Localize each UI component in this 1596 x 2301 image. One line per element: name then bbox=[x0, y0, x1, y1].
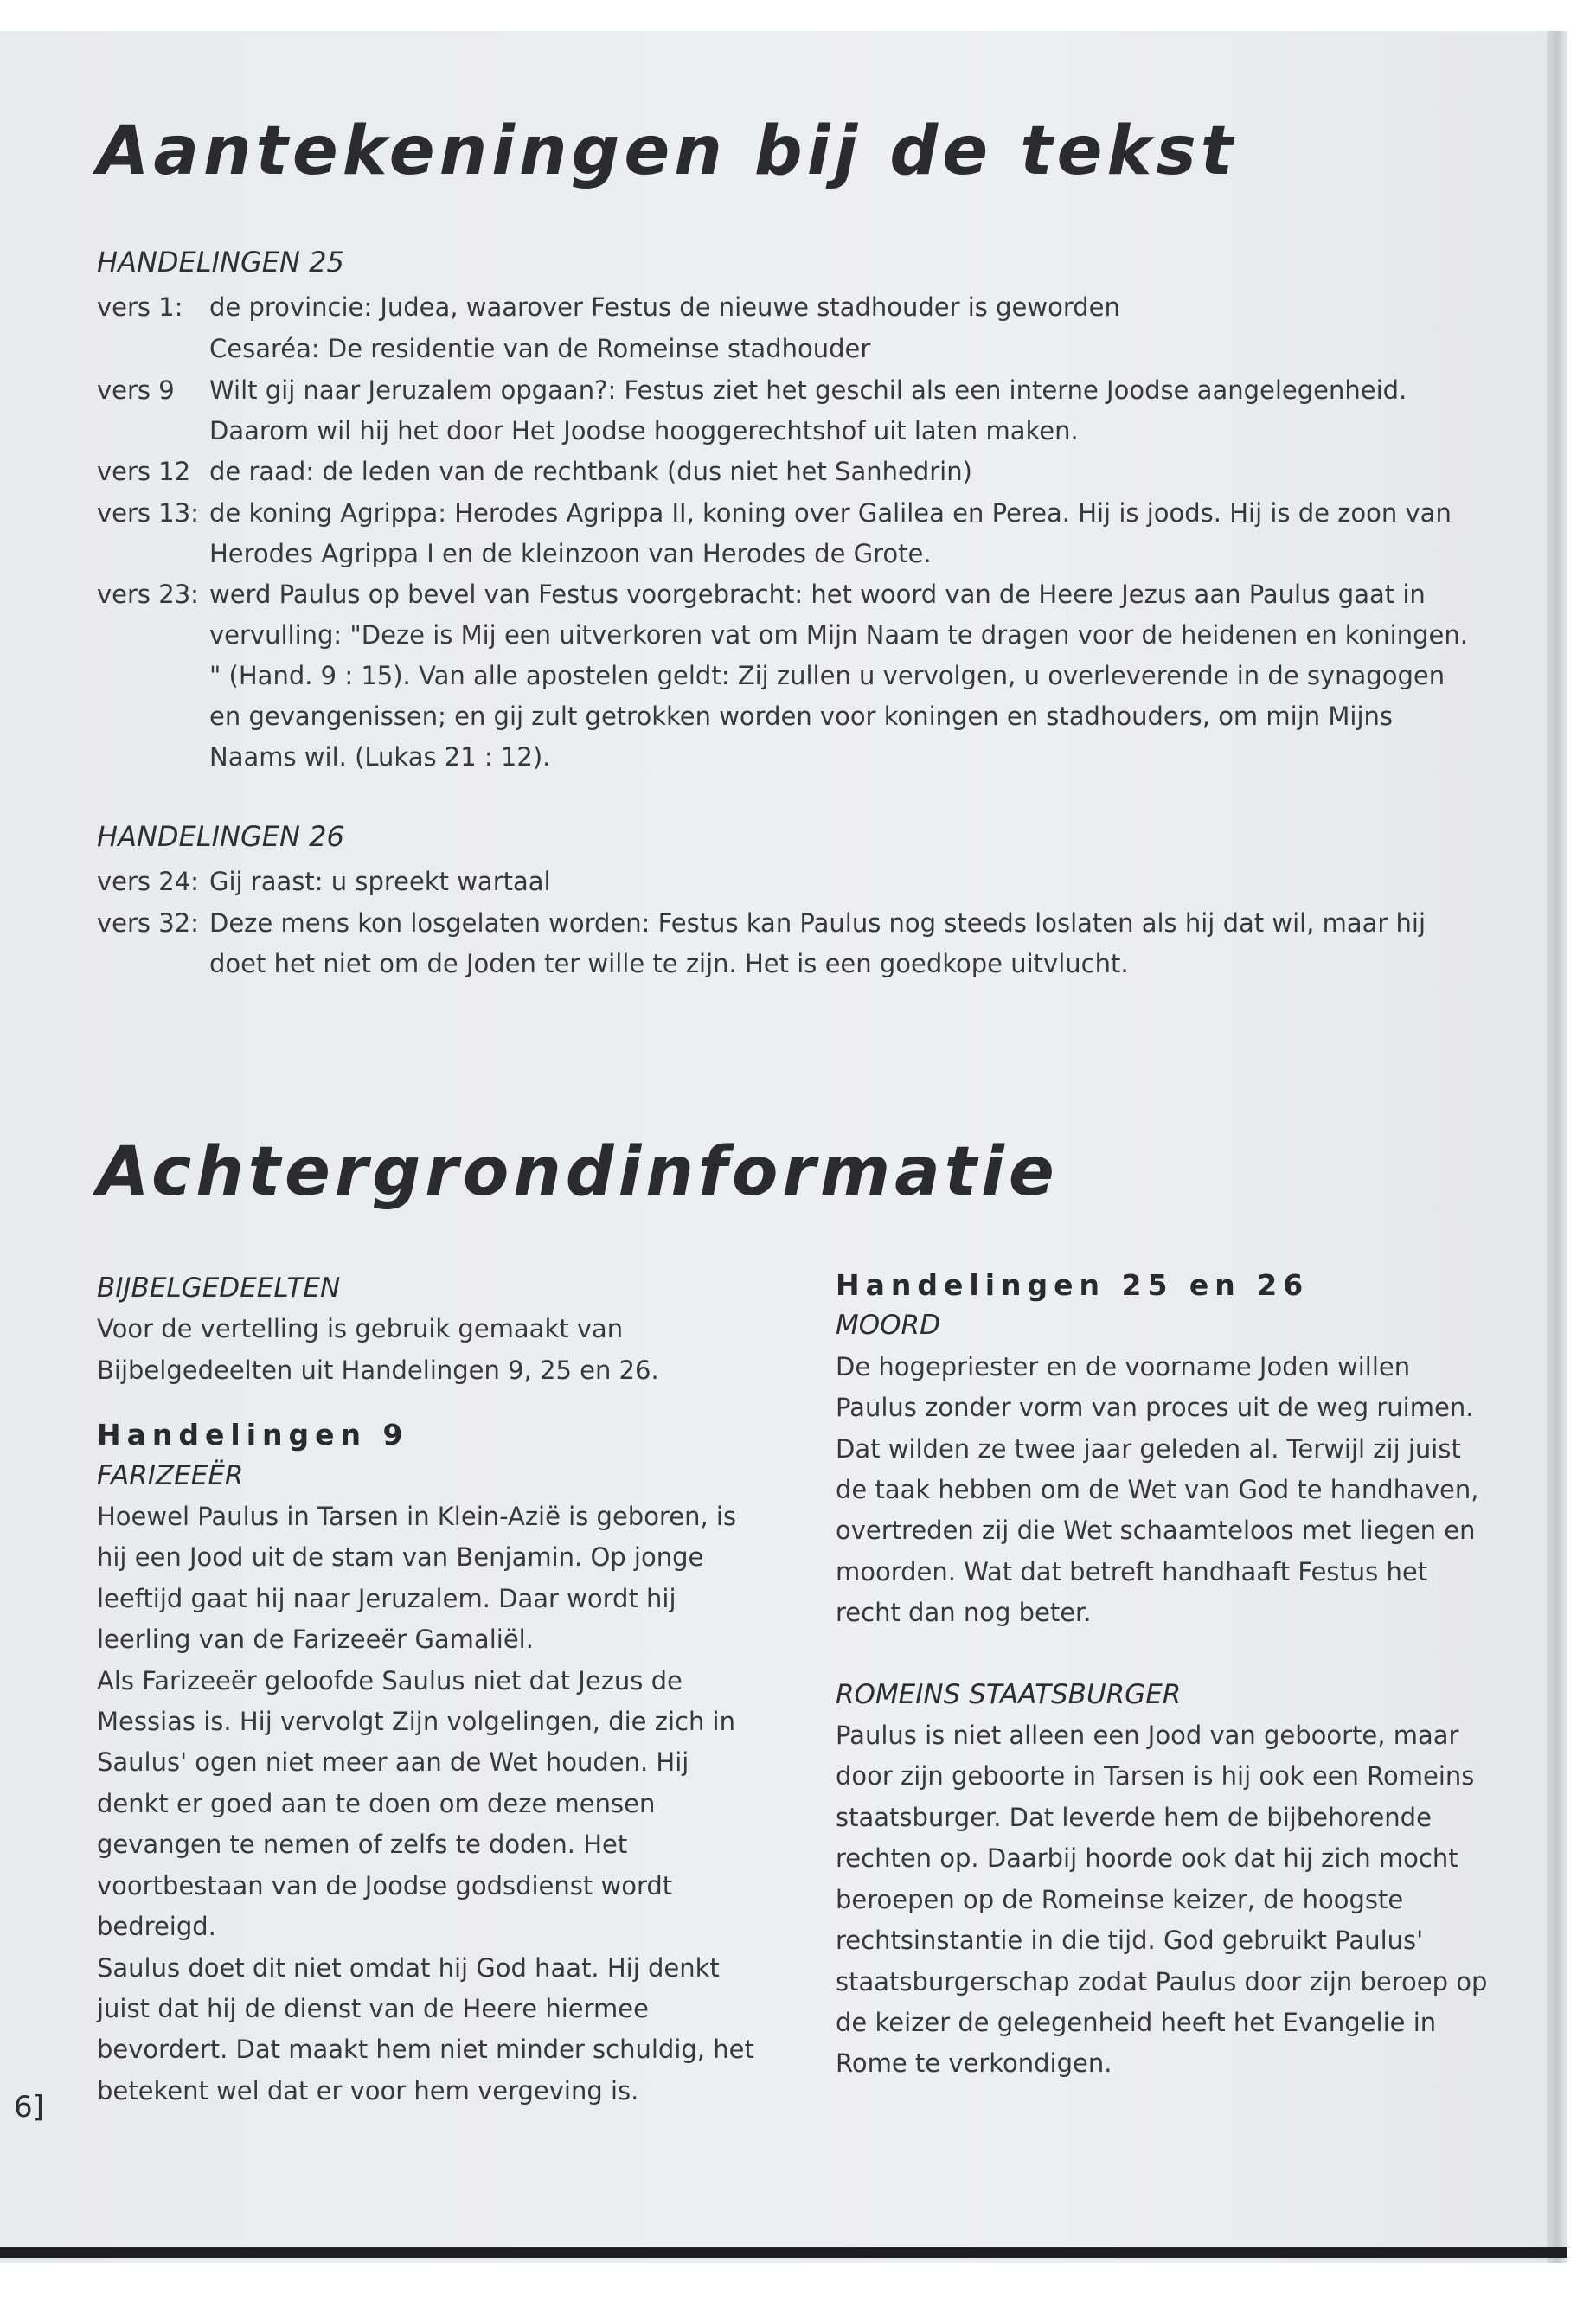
vers-label: vers 23: bbox=[97, 580, 199, 609]
vers-label: vers 1: bbox=[97, 292, 183, 322]
page-number: 6] bbox=[14, 2090, 44, 2125]
background-title: Achtergrondinformatie bbox=[97, 1133, 1059, 1211]
vers-label: vers 13: bbox=[97, 498, 199, 528]
paragraph: Hoewel Paulus in Tarsen in Klein-Azië is geboren, is hij een Jood uit de stam van Benjamin. Op jonge leeftijd gaat hij naar Jeruzalem. Daar wordt hij leerling van de Farizeeër Gamaliël. bbox=[97, 1502, 737, 1655]
note-text: de koning Agrippa: Herodes Agrippa II, koning over Galilea en Perea. Hij is joods. Hij is de zoon van Herodes Agrippa I en de kleinzoon van Herodes de Grote. bbox=[209, 498, 1452, 568]
note-entry bbox=[97, 287, 1481, 328]
caption: MOORD bbox=[836, 1310, 940, 1342]
page-edge bbox=[1547, 31, 1567, 2263]
note-text: werd Paulus op bevel van Festus voorgebracht: het woord van de Heere Jezus aan Paulus gaat in vervulling: "Deze is Mij een uitverkoren vat om Mijn Naam te dragen voor de heidenen en koningen. " (Hand. 9 : 15). Van alle apostelen geldt: Zij zullen u vervolgen, u overleverende in de synagogen en gevangenissen; en gij zult getrokken worden voor koningen en stadhouders, om mijn Mijns Naams wil. (Lukas 21 : 12). bbox=[209, 580, 1468, 772]
caption: BIJBELGEDEELTEN bbox=[97, 1272, 341, 1304]
page-bottom-edge bbox=[0, 2247, 1567, 2258]
caption: ROMEINS STAATSBURGER bbox=[836, 1678, 1182, 1710]
group-heading: HANDELINGEN 26 bbox=[97, 820, 344, 853]
right-column bbox=[836, 1265, 1493, 2085]
note-entry bbox=[97, 452, 1481, 492]
note-entry bbox=[97, 862, 1481, 902]
vers-label: vers 12 bbox=[97, 457, 191, 486]
spaced-heading: Handelingen 25 en 26 bbox=[836, 1268, 1310, 1302]
vers-label: vers 9 bbox=[97, 375, 175, 405]
note-entry bbox=[97, 574, 1481, 778]
paragraph: Paulus is niet alleen een Jood van geboorte, maar door zijn geboorte in Tarsen is hij ook een Romeins staatsburger. Dat leverde hem de bijbehorende rechten op. Daarbij hoorde ook dat hij zich mocht beroepen op de Romeinse keizer, de hoogste rechtsinstantie in die tijd. God gebruikt Paulus' staatsburgerschap zodat Paulus door zijn beroep op de keizer de gelegenheid heeft het Evangelie in Rome te verkondigen. bbox=[836, 1721, 1488, 2079]
paragraph: De hogepriester en de voorname Joden willen Paulus zonder vorm van proces uit de weg ruimen. Dat wilden ze twee jaar geleden al. Terwijl zij juist de taak hebben om de Wet van God te handhaven, overtreden zij die Wet schaamteloos met liegen en moorden. Wat dat betreft handhaaft Festus het recht dan nog beter. bbox=[836, 1351, 1479, 1628]
paragraph: Voor de vertelling is gebruik gemaakt van Bijbelgedeelten uit Handelingen 9, 25 en 26. bbox=[97, 1314, 659, 1385]
caption: FARIZEEËR bbox=[97, 1459, 244, 1491]
paragraph: Als Farizeeër geloofde Saulus niet dat Jezus de Messias is. Hij vervolgt Zijn volgelingen, die zich in Saulus' ogen niet meer aan de Wet houden. Hij denkt er goed aan te doen om deze mensen gevangen te nemen of zelfs te doden. Het voortbestaan van de Joodse godsdienst wordt bedreigd. bbox=[97, 1665, 735, 1942]
left-column bbox=[97, 1268, 754, 2112]
note-text: Gij raast: u spreekt wartaal bbox=[209, 867, 551, 896]
note-text: Deze mens kon losgelaten worden: Festus kan Paulus nog steeds loslaten als hij dat wil, maar hij doet het niet om de Joden ter wille te zijn. Het is een goedkope uitvlucht. bbox=[209, 908, 1426, 978]
note-entry bbox=[97, 329, 1481, 369]
note-text: Wilt gij naar Jeruzalem opgaan?: Festus ziet het geschil als een interne Joodse aangelegenheid. Daarom wil hij het door Het Joodse hooggerechtshof uit laten maken. bbox=[209, 375, 1407, 445]
notes-title: Aantekeningen bij de tekst bbox=[97, 112, 1238, 190]
note-entry bbox=[97, 493, 1481, 574]
note-text: Cesaréa: De residentie van de Romeinse stadhouder bbox=[209, 334, 871, 363]
vers-label: vers 24: bbox=[97, 867, 199, 896]
note-text: de raad: de leden van de rechtbank (dus niet het Sanhedrin) bbox=[209, 457, 972, 486]
group-heading: HANDELINGEN 25 bbox=[97, 246, 344, 279]
vers-label: vers 32: bbox=[97, 908, 199, 938]
note-entry bbox=[97, 370, 1481, 452]
note-entry bbox=[97, 903, 1481, 984]
note-text: de provincie: Judea, waarover Festus de nieuwe stadhouder is geworden bbox=[209, 292, 1120, 322]
spaced-heading: Handelingen 9 bbox=[97, 1418, 409, 1452]
paragraph: Saulus doet dit niet omdat hij God haat. Hij denkt juist dat hij de dienst van de Heere hiermee bevordert. Dat maakt hem niet minder schuldig, het betekent wel dat er voor hem vergeving is. bbox=[97, 1952, 754, 2106]
